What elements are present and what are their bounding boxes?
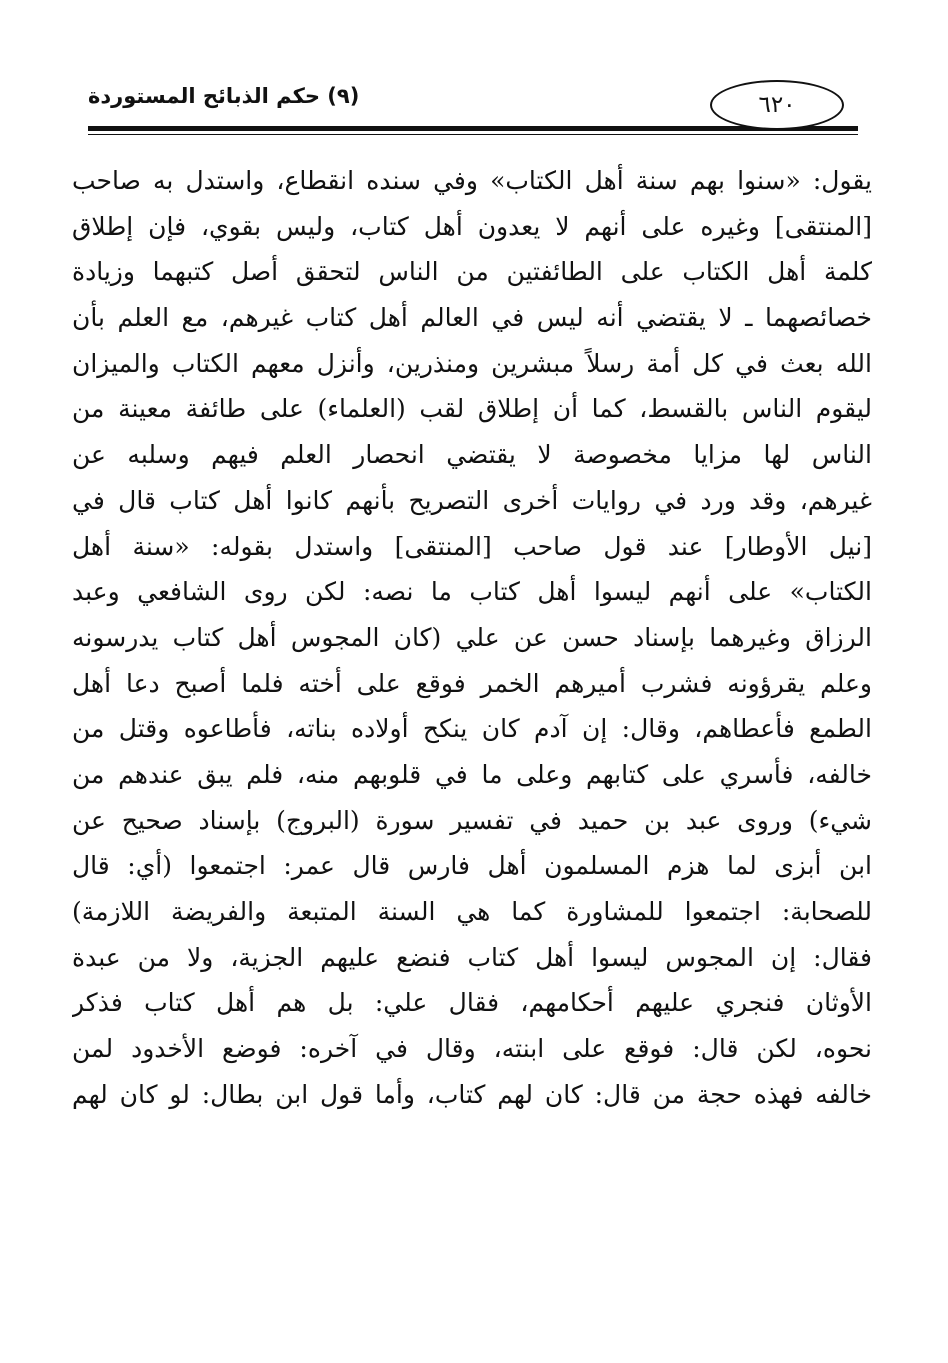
text-line: غيرهم، وقد ورد في روايات أخرى التصريح بأنهم كانوا أهل كتاب قال في bbox=[72, 485, 872, 515]
text-line: خالفه فهذه حجة من قال: كان لهم كتاب، وأما قول ابن بطال: لو كان لهم bbox=[72, 1079, 872, 1109]
running-title: (٩) حكم الذبائح المستوردة bbox=[88, 84, 360, 108]
text-line: للصحابة: اجتمعوا للمشاورة كما هي السنة المتبعة والفريضة اللازمة) bbox=[72, 897, 872, 926]
text-line: [المنتقى] وغيره على أنهم لا يعدون أهل كتاب، وليس بقوي، فإن إطلاق bbox=[72, 211, 872, 241]
text-line: نحوه، لكن قال: فوقع على ابنته، وقال في آخره: فوضع الأخدود لمن bbox=[72, 1034, 872, 1064]
text-line: شيء) وروى عبد بن حميد في تفسير سورة (البروج) بإسناد صحيح عن bbox=[72, 805, 872, 835]
page-header bbox=[88, 70, 858, 140]
text-line: الله بعث في كل أمة رسلاً مبشرين ومنذرين، وأنزل معهم الكتاب والميزان bbox=[72, 348, 872, 378]
text-line: الناس لها مزايا مخصوصة لا يقتضي انحصار العلم فيهم وسلبه عن bbox=[72, 440, 872, 470]
text-line: ابن أبزى لما هزم المسلمون أهل فارس قال عمر: اجتمعوا (أي: قال bbox=[72, 851, 872, 881]
text-line: الأوثان فنجري عليهم أحكامهم، فقال علي: بل هم أهل كتاب فذكر bbox=[72, 988, 872, 1018]
text-line: خالفه، فأسري على كتابهم وعلى ما في قلوبهم منه، فلم يبق عندهم من bbox=[72, 759, 872, 789]
text-line: كلمة أهل الكتاب على الطائفتين من الناس لتحقق أصل كتبهما وزيادة bbox=[72, 257, 872, 287]
text-line: وعلم يقرؤونه فشرب أميرهم الخمر فوقع على أخته فلما أصبح دعا أهل bbox=[72, 668, 872, 698]
text-line: الرزاق وغيرهما بإسناد حسن عن علي (كان المجوس أهل كتاب يدرسونه bbox=[72, 622, 872, 652]
header-rule-thick bbox=[88, 126, 858, 131]
text-line: ليقوم الناس بالقسط، كما أن إطلاق لقب (العلماء) على طائفة معينة من bbox=[72, 394, 872, 424]
header-rule-thin bbox=[88, 134, 858, 135]
text-line: خصائصهما ـ لا يقتضي أنه ليس في العالم أهل كتاب غيرهم، مع العلم بأن bbox=[72, 303, 872, 333]
text-line: يقول: «سنوا بهم سنة أهل الكتاب» وفي سنده انقطاع، واستدل به صاحب bbox=[72, 166, 872, 195]
text-line: [نيل الأوطار] عند قول صاحب [المنتقى] واستدل بقوله: «سنة أهل bbox=[72, 531, 872, 561]
text-line: فقال: إن المجوس ليسوا أهل كتاب فنضع عليهم الجزية، ولا من عبدة bbox=[72, 942, 872, 972]
text-line: الطمع فأعطاهم، وقال: إن آدم كان ينكح أولاده بناته، فأطاعوه وقتل من bbox=[72, 714, 872, 744]
page-number: ٦٢٠ bbox=[758, 92, 796, 118]
page-number-oval bbox=[710, 80, 844, 130]
body-text bbox=[72, 158, 872, 1117]
text-line: الكتاب» على أنهم ليسوا أهل كتاب ما نصه: لكن روى الشافعي وعبد bbox=[72, 577, 872, 607]
